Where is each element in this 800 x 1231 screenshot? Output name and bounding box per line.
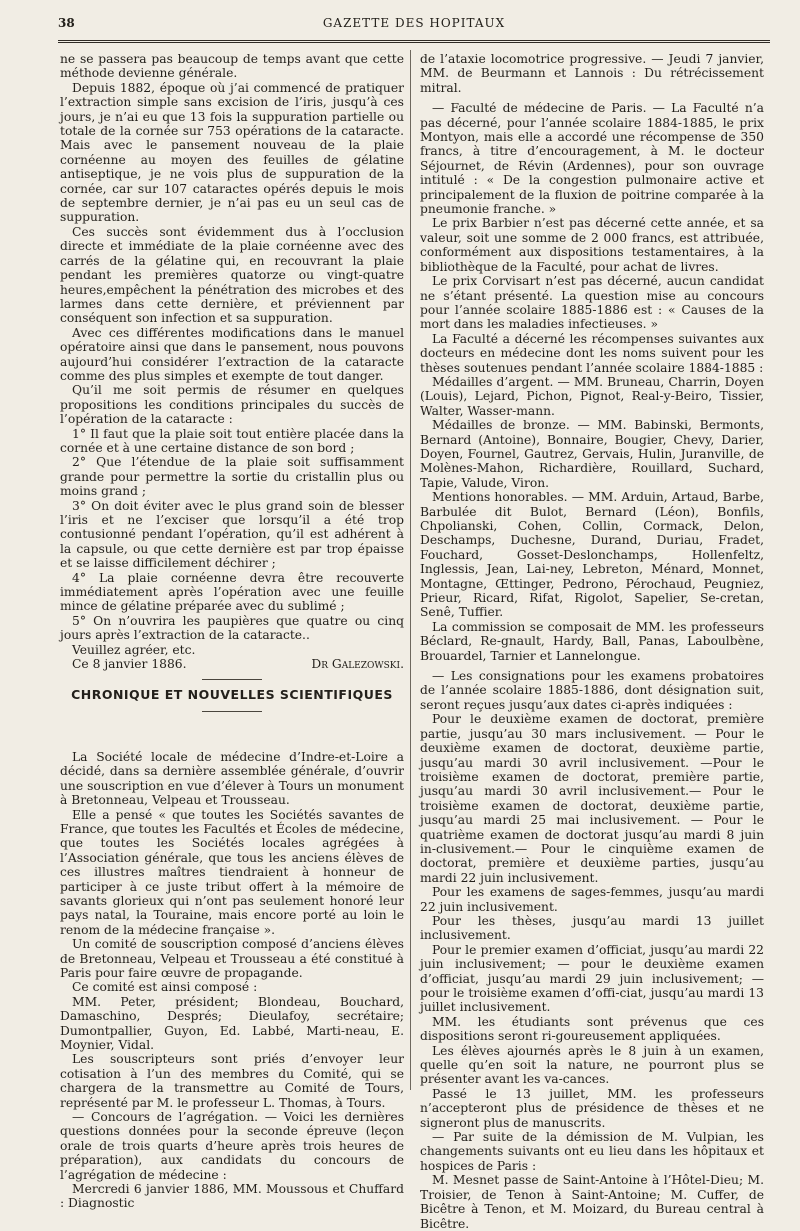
paragraph: Pour les thèses, jusqu’au mardi 13 juillet inclusivement. bbox=[420, 913, 764, 943]
paragraph: Les souscripteurs sont priés d’envoyer leur cotisation à l’un des membres du Comité, qui se chargera de la transmettre au Comité de Tours, représenté par M. le professeur L. Thomas, à Tours. bbox=[60, 1052, 404, 1110]
list-item: 3° On doit éviter avec le plus grand soin de blesser l’iris et ne l’exciser que lorsqu’il a été trop contusionné pendant l’opération, qu’il est adhérent à la capsule, ou que cette dernière est par trop épaisse et se laisse difficilement déchirer ; bbox=[60, 498, 404, 571]
paragraph: Le prix Corvisart n’est pas décerné, aucun candidat ne s’étant présenté. La question mise au concours pour l’année scolaire 1885-1886 est : « Causes de la mort dans les maladies infectieuses. » bbox=[420, 274, 764, 332]
paragraph: Avec ces différentes modifications dans le manuel opératoire ainsi que dans le pansement, nous pouvons aujourd’hui considérer l’extraction de la cataracte comme des plus simples et exempte de tout danger. bbox=[60, 325, 404, 383]
header-rule bbox=[58, 40, 770, 43]
paragraph: Le prix Barbier n’est pas décerné cette année, et sa valeur, soit une somme de 2 000 francs, est attribuée, conformément aux dispositions testamentaires, à la bibliothèque de la Faculté, pour achat de livres. bbox=[420, 216, 764, 274]
paragraph: — Par suite de la démission de M. Vulpian, les changements suivants ont eu lieu dans les hôpitaux et hospices de Paris : bbox=[420, 1130, 764, 1173]
list-item: 5° On n’ouvrira les paupières que quatre ou cinq jours après l’extraction de la cataracte.. bbox=[60, 613, 404, 643]
running-title: GAZETTE DES HOPITAUX bbox=[322, 16, 506, 30]
signature-name: Dr Galezowski. bbox=[311, 657, 404, 672]
signature-date: Ce 8 janvier 1886. bbox=[72, 657, 187, 672]
paragraph: La Société locale de médecine d’Indre-et-Loire a décidé, dans sa dernière assemblée générale, d’ouvrir une souscription en vue d’élever à Tours un monument à Bretonneau, Velpeau et Trousseau. bbox=[60, 749, 404, 808]
paragraph: M. Mesnet passe de Saint-Antoine à l’Hôtel-Dieu; M. Troisier, de Tenon à Saint-Antoine; M. Cuffer, de Bicêtre à Tenon, et M. Moizard, du Bureau central à Bicêtre. bbox=[420, 1173, 764, 1231]
right-column bbox=[420, 52, 764, 1231]
list-item: 2° Que l’étendue de la plaie soit suffisamment grande pour permettre la sortie du cristallin plus ou moins grand ; bbox=[60, 455, 404, 499]
section-heading: CHRONIQUE ET NOUVELLES SCIENTIFIQUES bbox=[71, 687, 393, 703]
paragraph: Médailles de bronze. — MM. Babinski, Bermonts, Bernard (Antoine), Bonnaire, Bougier, Chevy, Darier, Doyen, Fournel, Gautrez, Gervais, Hulin, Juranville, de Molènes-Mahon, Richardière, Rouillard, Suchard, Tapie, Valude, Viron. bbox=[420, 418, 764, 490]
paragraph: Mercredi 6 janvier 1886, MM. Moussous et Chuffard : Diagnostic bbox=[60, 1182, 404, 1211]
paragraph: Un comité de souscription composé d’anciens élèves de Bretonneau, Velpeau et Trousseau a été constitué à Paris pour faire œuvre de propagande. bbox=[60, 937, 404, 980]
paragraph: ne se passera pas beaucoup de temps avant que cette méthode devienne générale. bbox=[60, 52, 404, 81]
list-item: 1° Il faut que la plaie soit tout entière placée dans la cornée et à une certaine distance de son bord ; bbox=[60, 426, 404, 455]
paragraph: Qu’il me soit permis de résumer en quelques propositions les conditions principales du succès de l’opération de la cataracte : bbox=[60, 383, 404, 427]
paragraph: La commission se composait de MM. les professeurs Béclard, Re-gnault, Hardy, Ball, Panas, Laboulbène, Brouardel, Tarnier et Lannelongue. bbox=[420, 619, 764, 663]
paragraph: Ce comité est ainsi composé : bbox=[72, 980, 258, 995]
column-divider bbox=[410, 50, 411, 1090]
paragraph: Elle a pensé « que toutes les Sociétés savantes de France, que toutes les Facultés et Écoles de médecine, que toutes les Sociétés locales agrégées à l’Association générale, que tous les anciens élèves de ces illustres maîtres tiendraient à honneur de participer à ce juste tribut offert à la mémoire de savants glorieux qui n’ont pas seulement honoré leur pays natal, la Touraine, mais encore porté au loin le renom de la médecine française ». bbox=[60, 807, 404, 937]
paragraph: Les élèves ajournés après le 8 juin à un examen, quelle qu’en soit la nature, ne pourront plus se présenter avant les va-cances. bbox=[420, 1043, 764, 1087]
paragraph: Pour le deuxième examen de doctorat, première partie, jusqu’au 30 mars inclusivement. — Pour le deuxième examen de doctorat, deuxième partie, jusqu’au mardi 30 avril inclusivement. —Pour le troisième examen de doctorat, première partie, jusqu’au mardi 30 avril inclusivement.— Pour le troisième examen de doctorat, deuxième partie, jusqu’au mardi 25 mai inclusivement. — Pour le quatrième examen de doctorat jusqu’au mardi 8 juin in-clusivement.— Pour le cinquième examen de doctorat, première et deuxième parties, jusqu’au mardi 22 juin inclusivement. bbox=[420, 712, 764, 885]
left-column bbox=[60, 52, 404, 1211]
short-divider bbox=[202, 679, 262, 680]
paragraph: Mentions honorables. — MM. Arduin, Artaud, Barbe, Barbulée dit Bulot, Bernard (Léon), Bonfils, Chpolianski, Cohen, Collin, Cormack, Delon, Deschamps, Duchesne, Durand, Duriau, Fradet, Fouchard, Gosset-Deslonchamps, Hollenfeltz, Inglessis, Jean, Lai-ney, Lebreton, Ménard, Monnet, Montagne, Œttinger, Pedrono, Pérochaud, Peugniez, Prieur, Ricard, Rifat, Rigolot, Sapelier, Se-cretan, Senê, Tuffier. bbox=[420, 490, 764, 620]
page-number: 38 bbox=[58, 16, 75, 30]
paragraph: Pour les examens de sages-femmes, jusqu’au mardi 22 juin inclusivement. bbox=[420, 885, 764, 914]
paragraph: — Les consignations pour les examens probatoires de l’année scolaire 1885-1886, dont désignation suit, seront reçues jusqu’aux dates ci-après indiquées : bbox=[420, 669, 764, 712]
signature-line bbox=[60, 657, 404, 671]
paragraph: Médailles d’argent. — MM. Bruneau, Charrin, Doyen (Louis), Lejard, Pichon, Pignot, Real-y-Beiro, Tissier, Walter, Wasser-mann. bbox=[420, 374, 764, 418]
paragraph: Pour le premier examen d’officiat, jusqu’au mardi 22 juin inclusivement; — pour le deuxième examen d’officiat, jusqu’au mardi 29 juin inclusivement; — pour le troisième examen d’offi-ciat, jusqu’au mardi 13 juillet inclusivement. bbox=[420, 942, 764, 1015]
paragraph: MM. Peter, président; Blondeau, Bouchard, Damaschino, Després; Dieulafoy, secrétaire; Dumontpallier, Guyon, Ed. Labbé, Marti-neau, E. Moynier, Vidal. bbox=[60, 994, 404, 1052]
paragraph: Depuis 1882, époque où j’ai commencé de pratiquer l’extraction simple sans excision de l’iris, jusqu’à ces jours, je n’ai eu que 13 fois la suppuration partielle ou totale de la cornée sur 753 opérations de la cataracte. Mais avec le pansement nouveau de la plaie cornéenne au moyen des feuilles de gélatine antiseptique, je ne vois plus de suppuration de la cornée, car sur 107 cataractes opérés depuis le mois de septembre dernier, je n’ai pas eu un seul cas de suppuration. bbox=[60, 80, 404, 225]
page-header bbox=[58, 12, 770, 36]
paragraph: La Faculté a décerné les récompenses suivantes aux docteurs en médecine dont les noms suivent pour les thèses soutenues pendant l’année scolaire 1884-1885 : bbox=[420, 331, 764, 375]
paragraph: Veuillez agréer, etc. bbox=[72, 642, 196, 657]
paragraph: — Concours de l’agrégation. — Voici les dernières questions données pour la seconde épreuve (leçon orale de trois quarts d’heure après trois heures de préparation), aux candidats du concours de l’agrégation de médecine : bbox=[60, 1110, 404, 1182]
paragraph: — Faculté de médecine de Paris. — La Faculté n’a pas décerné, pour l’année scolaire 1884-1885, le prix Montyon, mais elle a accordé une récompense de 350 francs, à titre d’encouragement, à M. le docteur Séjournet, de Révin (Ardennes), pour son ouvrage intitulé : « De la congestion pulmonaire active et principalement de la fluxion de poitrine comparée à la pneumonie franche. » bbox=[420, 101, 764, 217]
list-item: 4° La plaie cornéenne devra être recouverte immédiatement après l’opération avec une feuille mince de gélatine préparée avec du sublimé ; bbox=[60, 570, 404, 614]
paragraph: MM. les étudiants sont prévenus que ces dispositions seront ri-goureusement appliquées. bbox=[420, 1014, 764, 1044]
paragraph: de l’ataxie locomotrice progressive. — Jeudi 7 janvier, MM. de Beurmann et Lannois : Du rétrécissement mitral. bbox=[420, 52, 764, 95]
paragraph: Ces succès sont évidemment dus à l’occlusion directe et immédiate de la plaie cornéenne avec des carrés de la gélatine qui, en recouvrant la plaie pendant les premières quatorze ou vingt-quatre heures,empêchent la pénétration des microbes et des larmes dans cette dernière, et préviennent par conséquent son infection et sa suppuration. bbox=[60, 224, 404, 326]
short-divider bbox=[202, 711, 262, 712]
paragraph: Passé le 13 juillet, MM. les professeurs n’accepteront plus de présidence de thèses et ne signeront plus de manuscrits. bbox=[420, 1086, 764, 1130]
